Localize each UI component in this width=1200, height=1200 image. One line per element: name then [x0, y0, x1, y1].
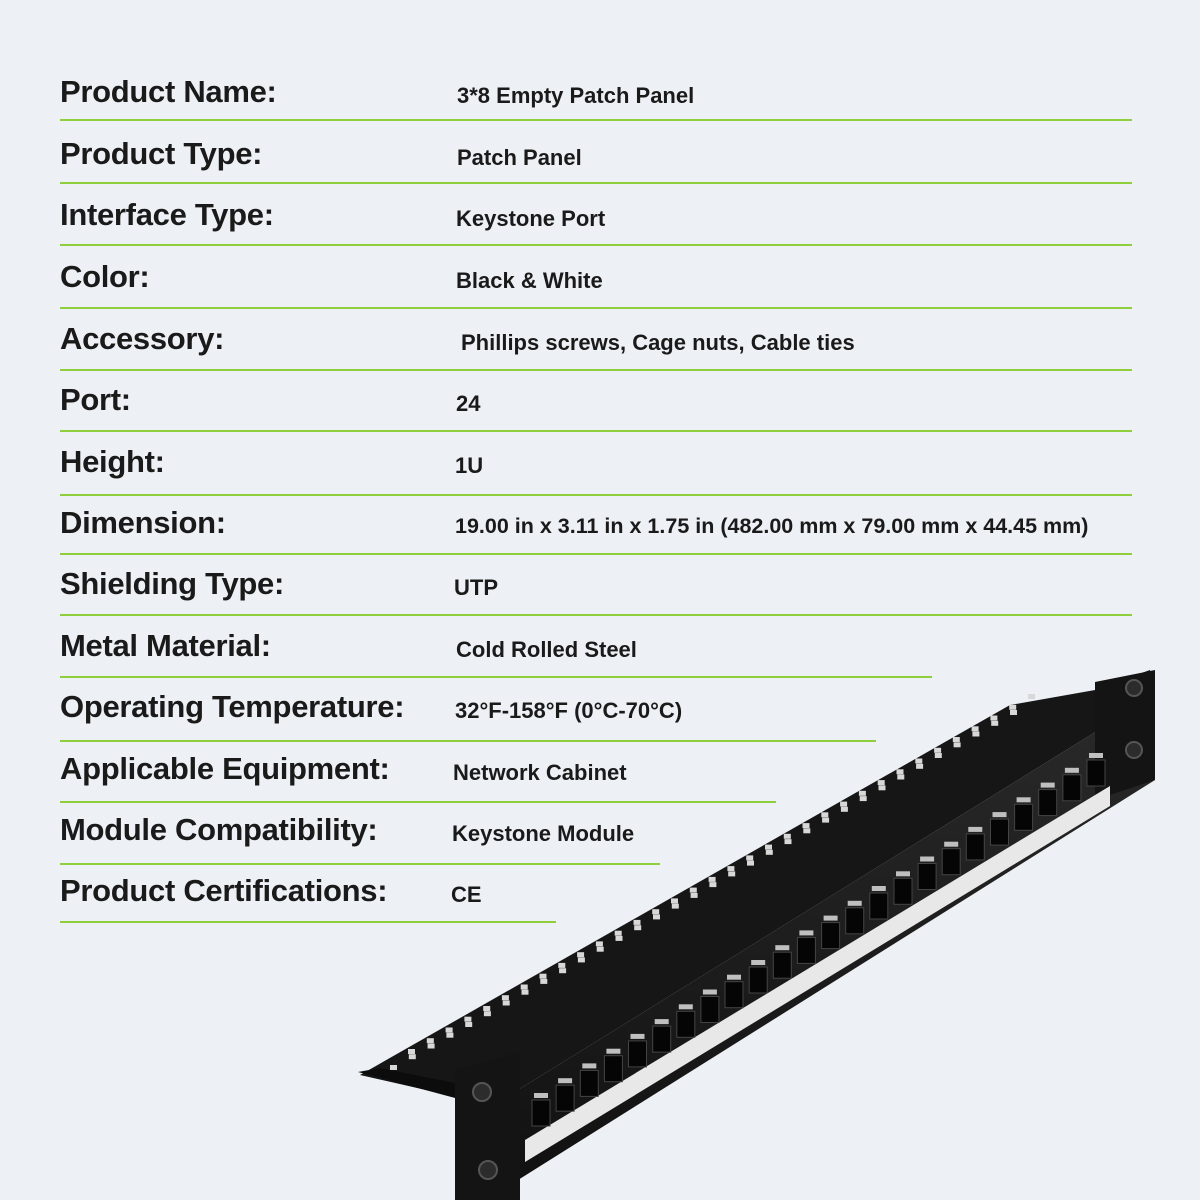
- shelf-slot: [634, 920, 641, 925]
- spec-label: Product Certifications:: [60, 873, 388, 908]
- shelf-slot: [709, 877, 716, 882]
- shelf-slot: [577, 952, 584, 957]
- spec-label: Shielding Type:: [60, 566, 284, 601]
- shelf-slot: [465, 1022, 472, 1027]
- keystone-port: [773, 945, 791, 978]
- row-divider: [60, 307, 1132, 309]
- row-divider: [60, 369, 1132, 371]
- shelf-slot: [954, 742, 961, 747]
- shelf-slot: [972, 726, 979, 731]
- keystone-port: [991, 812, 1009, 845]
- keystone-port: [918, 857, 936, 890]
- spec-value: 19.00 in x 3.11 in x 1.75 in (482.00 mm x 79.00 mm x 44.45 mm): [455, 514, 1089, 538]
- row-divider: [60, 614, 1132, 616]
- shelf-slot: [671, 898, 678, 903]
- keystone-port: [1039, 783, 1057, 816]
- shelf-slot: [709, 882, 716, 887]
- shelf-slot: [935, 753, 942, 758]
- shelf-slot: [522, 990, 529, 995]
- shelf-slot: [860, 796, 867, 801]
- spec-label: Accessory:: [60, 321, 225, 356]
- keystone-port: [942, 842, 960, 875]
- shelf-slot: [691, 893, 698, 898]
- shelf-slot: [991, 721, 998, 726]
- keystone-port: [846, 901, 864, 934]
- spec-label: Port:: [60, 382, 131, 417]
- spec-value: 24: [456, 391, 481, 416]
- keystone-port: [822, 916, 840, 949]
- row-divider: [60, 244, 1132, 246]
- shelf-slot: [408, 1049, 415, 1054]
- row-divider: [60, 494, 1132, 496]
- row-divider: [60, 430, 1132, 432]
- mount-hole: [479, 1161, 497, 1179]
- shelf-slot: [840, 802, 847, 807]
- keystone-port: [629, 1034, 647, 1067]
- spec-label: Product Type:: [60, 136, 263, 171]
- spec-label: Interface Type:: [60, 197, 274, 232]
- shelf-slot: [1009, 705, 1016, 710]
- shelf-slot: [464, 1017, 471, 1022]
- shelf-slot: [653, 914, 660, 919]
- spec-label: Metal Material:: [60, 628, 271, 663]
- shelf-slot: [615, 931, 622, 936]
- keystone-port: [532, 1093, 550, 1126]
- shelf-slot: [822, 818, 829, 823]
- keystone-port: [894, 871, 912, 904]
- shelf-slot: [483, 1006, 490, 1011]
- shelf-slot: [597, 947, 604, 952]
- shelf-slot: [879, 785, 886, 790]
- keystone-port: [1015, 797, 1033, 830]
- keystone-port: [725, 975, 743, 1008]
- shelf-slot: [672, 904, 679, 909]
- shelf-slot: [916, 764, 923, 769]
- spec-value: Phillips screws, Cage nuts, Cable ties: [461, 330, 855, 355]
- shelf-slot: [428, 1044, 435, 1049]
- shelf-slot: [540, 979, 547, 984]
- shelf-slot: [1010, 710, 1017, 715]
- shelf-slot: [953, 737, 960, 742]
- spec-value: Black & White: [456, 268, 603, 293]
- shelf-slot: [785, 839, 792, 844]
- keystone-port: [653, 1019, 671, 1052]
- spec-label: Product Name:: [60, 74, 277, 109]
- shelf-slot: [821, 812, 828, 817]
- shelf-slot: [728, 871, 735, 876]
- keystone-port: [677, 1004, 695, 1037]
- shelf-slot: [878, 780, 885, 785]
- shelf-slot: [972, 732, 979, 737]
- shelf-slot: [859, 791, 866, 796]
- spec-label: Color:: [60, 259, 150, 294]
- shelf-slot: [803, 828, 810, 833]
- spec-value: Keystone Port: [456, 206, 606, 231]
- keystone-port: [604, 1049, 622, 1082]
- shelf-slot: [596, 941, 603, 946]
- shelf-slot: [784, 834, 791, 839]
- keystone-port: [1087, 753, 1105, 786]
- shelf-slot: [690, 888, 697, 893]
- spec-value: 32°F-158°F (0°C-70°C): [455, 698, 683, 723]
- keystone-port: [749, 960, 767, 993]
- shelf-slot: [503, 1001, 510, 1006]
- shelf-slot: [521, 985, 528, 990]
- shelf-slot: [841, 807, 848, 812]
- shelf-slot: [558, 963, 565, 968]
- shelf-slot: [747, 861, 754, 866]
- shelf-slot: [766, 850, 773, 855]
- patch-panel-image: [350, 660, 1170, 1200]
- spec-label: Height:: [60, 444, 165, 479]
- keystone-port: [580, 1063, 598, 1096]
- mount-hole: [1126, 680, 1142, 696]
- shelf-slot: [746, 855, 753, 860]
- spec-label: Dimension:: [60, 505, 226, 540]
- spec-value: Patch Panel: [457, 145, 582, 170]
- panel-top-shelf: [360, 670, 1155, 1100]
- shelf-slot: [727, 866, 734, 871]
- shelf-slot: [897, 769, 904, 774]
- keystone-port: [797, 930, 815, 963]
- spec-value: 3*8 Empty Patch Panel: [457, 83, 695, 108]
- shelf-slot: [1028, 694, 1035, 699]
- spec-value: UTP: [454, 575, 498, 600]
- spec-value: Cold Rolled Steel: [456, 637, 637, 662]
- shelf-slot: [484, 1011, 491, 1016]
- mount-hole: [473, 1083, 491, 1101]
- shelf-slot: [803, 823, 810, 828]
- shelf-slot: [897, 775, 904, 780]
- keystone-port: [966, 827, 984, 860]
- spec-value: 1U: [455, 453, 484, 478]
- row-divider: [60, 119, 1132, 121]
- shelf-slot: [390, 1065, 397, 1070]
- spec-label: Applicable Equipment:: [60, 751, 390, 786]
- spec-label: Operating Temperature:: [60, 689, 405, 724]
- spec-value: Network Cabinet: [453, 760, 627, 785]
- row-divider: [60, 182, 1132, 184]
- mount-hole: [1126, 742, 1142, 758]
- spec-value: CE: [451, 882, 482, 907]
- shelf-slot: [652, 909, 659, 914]
- shelf-slot: [990, 716, 997, 721]
- shelf-slot: [634, 925, 641, 930]
- keystone-port: [870, 886, 888, 919]
- shelf-slot: [409, 1054, 416, 1059]
- keystone-port: [556, 1078, 574, 1111]
- shelf-slot: [540, 974, 547, 979]
- shelf-slot: [616, 936, 623, 941]
- shelf-slot: [446, 1033, 453, 1038]
- spec-value: Keystone Module: [452, 821, 635, 846]
- shelf-slot: [934, 748, 941, 753]
- shelf-slot: [765, 845, 772, 850]
- shelf-slot: [427, 1038, 434, 1043]
- row-divider: [60, 553, 1132, 555]
- shelf-slot: [559, 968, 566, 973]
- shelf-slot: [446, 1028, 453, 1033]
- shelf-slot: [915, 759, 922, 764]
- keystone-port: [1063, 768, 1081, 801]
- spec-label: Module Compatibility:: [60, 812, 378, 847]
- shelf-slot: [578, 957, 585, 962]
- keystone-port: [701, 990, 719, 1023]
- shelf-slot: [502, 995, 509, 1000]
